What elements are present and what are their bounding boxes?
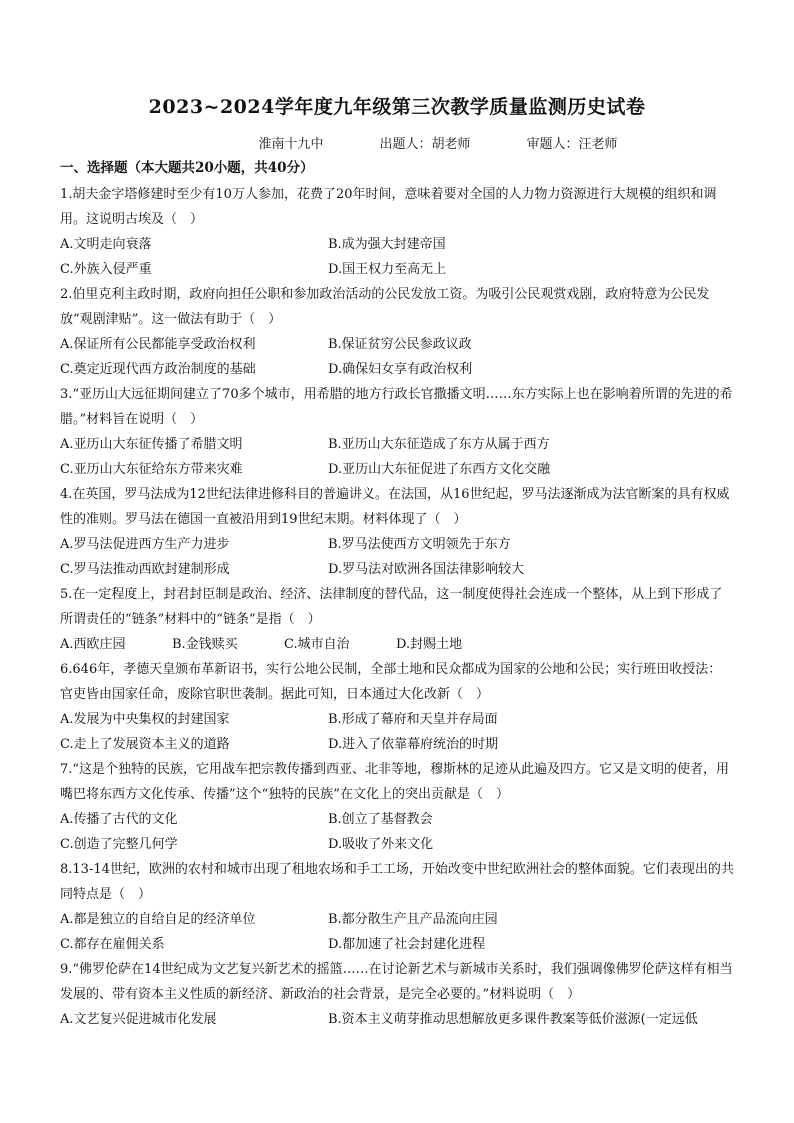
option-b: B.亚历山大东征造成了东方从属于西方	[328, 437, 550, 452]
option-d: D.亚历山大东征促进了东西方文化交融	[328, 462, 551, 477]
option-d: D.进入了依靠幕府统治的时期	[328, 737, 499, 752]
option-a: A.罗马法促进西方生产力进步	[60, 537, 230, 552]
question-6	[60, 657, 734, 757]
question-stem: 7.“这是个独特的民族，它用战车把宗教传播到西亚、北非等地，穆斯林的足迹从此遍及四方。它又是文明的使者，用嘴巴将东西方文化传承、传播”这个“独特的民族”在文化上的突出贡献是（ ）	[60, 762, 730, 802]
options-row	[60, 557, 734, 582]
author: 出题人：胡老师	[379, 137, 471, 152]
question-stem: 6.646年，孝德天皇颁布革新诏书，实行公地公民制，全部土地和民众都成为国家的公地和公民；实行班田收授法：官吏皆由国家任命，废除官职世袭制。据此可知，日本通过大化改新（ ）	[60, 662, 722, 702]
options-row	[60, 732, 734, 757]
question-stem: 9.“佛罗伦萨在14世纪成为文艺复兴新艺术的摇篮……在讨论新艺术与新城市关系时，我们强调像佛罗伦萨这样有相当发展的、带有资本主义性质的新经济、新政治的社会背景，是完全必要的。”材料说明（ ）	[60, 962, 733, 1002]
option-c: C.亚历山大东征给东方带来灾难	[60, 462, 243, 477]
option-a: A.文艺复兴促进城市化发展	[60, 1012, 217, 1027]
question-8	[60, 857, 734, 957]
option-c: C.奠定近现代西方政治制度的基础	[60, 362, 256, 377]
option-a: A.都是独立的自给自足的经济单位	[60, 912, 256, 927]
options-row	[60, 807, 734, 832]
question-5	[60, 582, 734, 657]
option-c: C.创造了完整几何学	[60, 837, 178, 852]
option-b: B.成为强大封建帝国	[328, 237, 446, 252]
options-row	[60, 457, 734, 482]
option-c: C.城市自治	[284, 637, 350, 652]
option-d: D.都加速了社会封建化进程	[328, 937, 486, 952]
question-4	[60, 482, 734, 582]
question-7	[60, 757, 734, 857]
option-a: A.西欧庄园	[60, 637, 126, 652]
question-stem: 4.在英国，罗马法成为12世纪法律进修科目的普遍讲义。在法国，从16世纪起，罗马法逐渐成为法官断案的具有权威性的准则。罗马法在德国一直被沿用到19世纪末期。材料体现了（ ）	[60, 487, 730, 527]
option-c: C.走上了发展资本主义的道路	[60, 737, 230, 752]
options-row	[60, 532, 734, 557]
options-row	[60, 932, 734, 957]
options-row	[60, 632, 734, 657]
option-a: A.发展为中央集权的封建国家	[60, 712, 230, 727]
question-stem: 1.胡夫金字塔修建时至少有10万人参加，花费了20年时间，意味着要对全国的人力物力资源进行大规模的组织和调用。这说明古埃及（ ）	[60, 187, 717, 227]
option-c: C.都存在雇佣关系	[60, 937, 165, 952]
options-row	[60, 332, 734, 357]
section-heading: 一、选择题（本大题共20小题，共40分）	[60, 160, 314, 176]
school-name: 淮南十九中	[258, 137, 324, 152]
option-b: B.资本主义萌芽推动思想解放更多课件教案等低价滋源(一定远低	[328, 1012, 698, 1027]
exam-meta	[142, 133, 734, 152]
options-row	[60, 432, 734, 457]
reviewer: 审题人：汪老师	[526, 137, 618, 152]
option-c: C.外族入侵严重	[60, 262, 152, 277]
exam-title: 2023~2024学年度九年级第三次教学质量监测历史试卷	[148, 96, 646, 118]
option-b: B.都分散生产且产品流向庄园	[328, 912, 498, 927]
option-b: B.金钱赎买	[172, 637, 238, 652]
option-a: A.亚历山大东征传播了希腊文明	[60, 437, 243, 452]
question-1	[60, 182, 734, 282]
option-b: B.罗马法使西方文明领先于东方	[328, 537, 511, 552]
option-d: D.国王权力至高无上	[328, 262, 447, 277]
option-c: C.罗马法推动西欧封建制形成	[60, 562, 230, 577]
question-3	[60, 382, 734, 482]
option-d: D.封赐土地	[396, 637, 463, 652]
option-b: B.保证贫穷公民参政议政	[328, 337, 472, 352]
options-row	[60, 1007, 734, 1032]
option-a: A.文明走向衰落	[60, 237, 152, 252]
question-stem: 8.13-14世纪，欧洲的农村和城市出现了租地农场和手工工场，开始改变中世纪欧洲社会的整体面貌。它们表现出的共同特点是（ ）	[60, 862, 734, 902]
option-d: D.确保妇女享有政治权利	[328, 362, 473, 377]
question-stem: 2.伯里克利主政时期，政府向担任公职和参加政治活动的公民发放工资。为吸引公民观赏戏剧，政府特意为公民发放“观剧津贴”。这一做法有助于（ ）	[60, 287, 710, 327]
options-row	[60, 832, 734, 857]
options-row	[60, 707, 734, 732]
options-row	[60, 357, 734, 382]
option-d: D.罗马法对欧洲各国法律影响较大	[328, 562, 525, 577]
options-row	[60, 257, 734, 282]
option-d: D.吸收了外来文化	[328, 837, 434, 852]
option-a: A.传播了古代的文化	[60, 812, 178, 827]
option-b: B.形成了幕府和天皇并存局面	[328, 712, 498, 727]
question-9	[60, 957, 734, 1032]
question-stem: 5.在一定程度上，封君封臣制是政治、经济、法律制度的替代品，这一制度使得社会连成一个整体，从上到下形成了所谓责任的“链条”材料中的“链条”是指（ ）	[60, 587, 723, 627]
option-b: B.创立了基督教会	[328, 812, 433, 827]
options-row	[60, 907, 734, 932]
option-a: A.保证所有公民都能享受政治权利	[60, 337, 256, 352]
question-2	[60, 282, 734, 382]
options-row	[60, 232, 734, 257]
question-stem: 3.“亚历山大远征期间建立了70多个城市，用希腊的地方行政长官撒播文明……东方实际上也在影响着所谓的先进的希腊。”材料旨在说明（ ）	[60, 387, 733, 427]
